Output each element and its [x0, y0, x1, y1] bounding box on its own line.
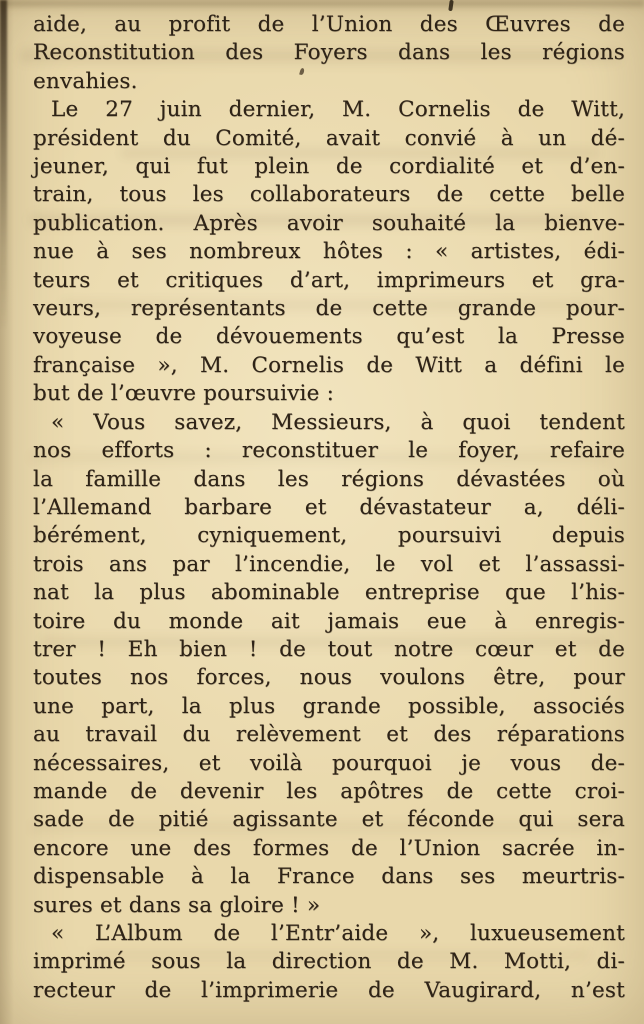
text-line: la famille dans les régions dévastées où: [33, 466, 625, 492]
text-line: trois ans par l’incendie, le vol et l’assassi-: [33, 551, 625, 577]
text-line: voyeuse de dévouements qu’est la Presse: [33, 324, 625, 350]
article-text-column: [33, 11, 625, 1005]
text-line: nue à ses nombreux hôtes : « artistes, édi-: [33, 239, 625, 265]
text-line: train, tous les collaborateurs de cette belle: [33, 182, 625, 208]
text-line: teurs et critiques d’art, imprimeurs et gra-: [33, 267, 625, 293]
left-edge-fold-shadow: [0, 0, 7, 330]
text-line: Le 27 juin dernier, M. Cornelis de Witt,: [51, 97, 625, 123]
text-line: mande de devenir les apôtres de cette croi-: [33, 778, 625, 804]
ink-speck: [448, 0, 453, 11]
text-line: encore une des formes de l’Union sacrée in-: [33, 835, 625, 861]
text-line: sade de pitié agissante et féconde qui sera: [33, 807, 625, 833]
text-line: l’Allemand barbare et dévastateur a, déli-: [33, 494, 625, 520]
text-line: publication. Après avoir souhaité la bienve-: [33, 210, 625, 236]
text-line: toire du monde ait jamais eue à enregis-: [33, 608, 625, 634]
top-edge-shadow: [0, 0, 644, 7]
text-line: bérément, cyniquement, poursuivi depuis: [33, 523, 625, 549]
text-line: président du Comité, avait convié à un dé-: [33, 125, 625, 151]
text-line: au travail du relèvement et des réparations: [33, 722, 625, 748]
text-line: française », M. Cornelis de Witt a défini le: [33, 352, 625, 378]
text-line: recteur de l’imprimerie de Vaugirard, n’est: [33, 977, 625, 1003]
article-paragraph: [33, 11, 625, 96]
text-line: une part, la plus grande possible, associés: [33, 693, 625, 719]
text-line: dispensable à la France dans ses meurtris-: [33, 864, 625, 890]
text-line: nos efforts : reconstituer le foyer, refaire: [33, 438, 625, 464]
text-line: « L’Album de l’Entr’aide », luxueusement: [51, 921, 625, 946]
text-line: veurs, représentants de cette grande pour-: [33, 296, 625, 322]
text-line: sures et dans sa gloire ! »: [33, 892, 321, 918]
text-line: trer ! Eh bien ! de tout notre cœur et de: [33, 636, 625, 662]
text-line: aide, au profit de l’Union des Œuvres de: [33, 12, 625, 37]
article-paragraph: [33, 96, 625, 408]
text-line: nécessaires, et voilà pourquoi je vous de-: [33, 750, 625, 776]
text-line: toutes nos forces, nous voulons être, pour: [33, 665, 625, 691]
text-line: Reconstitution des Foyers dans les régions: [33, 40, 625, 66]
text-line: but de l’œuvre poursuivie :: [33, 381, 335, 407]
text-line: envahies.: [33, 68, 138, 94]
text-line: nat la plus abominable entreprise que l’his-: [33, 580, 625, 606]
text-line: imprimé sous la direction de M. Motti, di-: [33, 949, 625, 975]
text-line: « Vous savez, Messieurs, à quoi tendent: [51, 409, 625, 435]
article-paragraph: [33, 409, 625, 920]
text-line: jeuner, qui fut plein de cordialité et d’en-: [33, 154, 625, 180]
article-paragraph: [33, 920, 625, 1005]
